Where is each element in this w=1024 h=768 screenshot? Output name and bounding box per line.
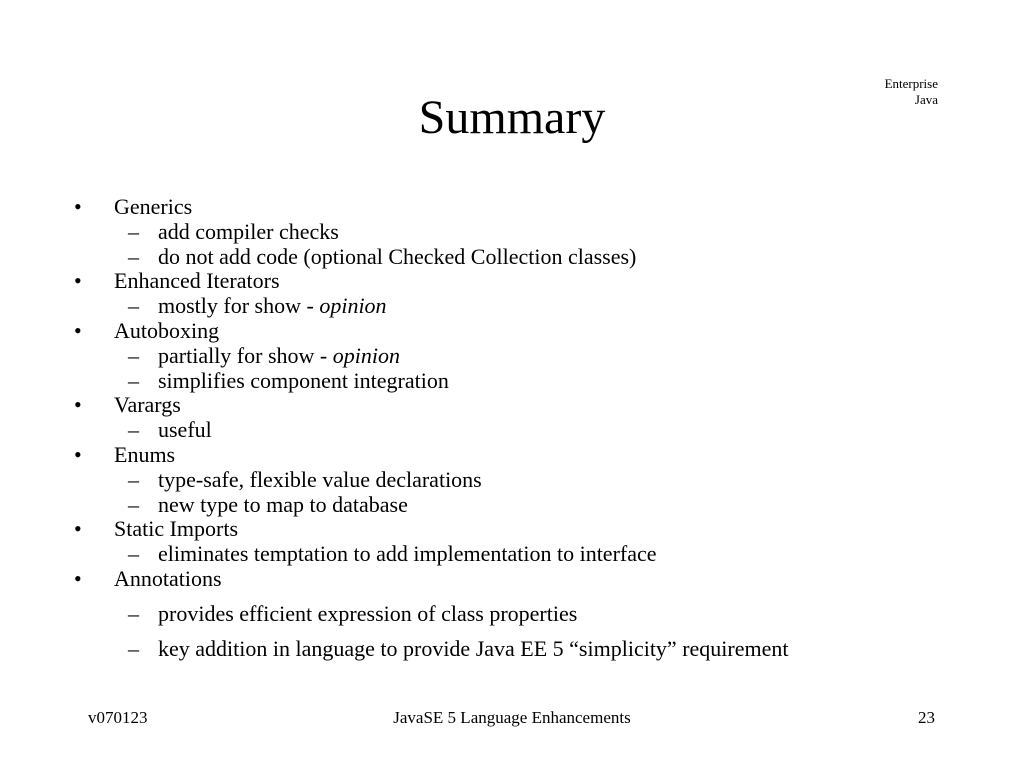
sub-item: – new type to map to database: [74, 493, 974, 518]
sub-item-emphasis: opinion: [319, 293, 387, 319]
bullet-item-autoboxing: • Autoboxing: [74, 319, 974, 344]
sub-item: [74, 344, 974, 369]
sub-item: – provides efficient expression of class properties: [74, 602, 974, 627]
bullet-item-enhanced-iterators: • Enhanced Iterators: [74, 269, 974, 294]
sub-item: – useful: [74, 418, 974, 443]
sub-item: – key addition in language to provide Java EE 5 “simplicity” requirement: [74, 637, 974, 662]
sub-item-emphasis: opinion: [332, 342, 400, 368]
sub-item-text: partially for show -: [158, 342, 333, 368]
bullet-item-varargs: • Varargs: [74, 393, 974, 418]
sub-item: [74, 294, 974, 319]
corner-label-line2: Java: [914, 92, 938, 107]
footer-page-number: 23: [918, 708, 935, 727]
sub-item: – type-safe, flexible value declarations: [74, 468, 974, 493]
footer-course-title: JavaSE 5 Language Enhancements: [393, 708, 631, 727]
bullet-item-enums: • Enums: [74, 443, 974, 468]
sub-item: – add compiler checks: [74, 220, 974, 245]
slide-title: Summary: [418, 91, 606, 144]
sub-item-text: mostly for show -: [158, 293, 320, 319]
sub-item: – eliminates temptation to add implementation to interface: [74, 542, 974, 567]
corner-label-line1: Enterprise: [884, 76, 938, 91]
sub-item: – simplifies component integration: [74, 369, 974, 394]
footer-version: v070123: [88, 708, 148, 727]
bullet-list: [74, 195, 974, 661]
bullet-item-generics: • Generics: [74, 195, 974, 220]
bullet-item-annotations: • Annotations: [74, 567, 974, 592]
bullet-item-static-imports: • Static Imports: [74, 517, 974, 542]
sub-item: – do not add code (optional Checked Collection classes): [74, 245, 974, 270]
